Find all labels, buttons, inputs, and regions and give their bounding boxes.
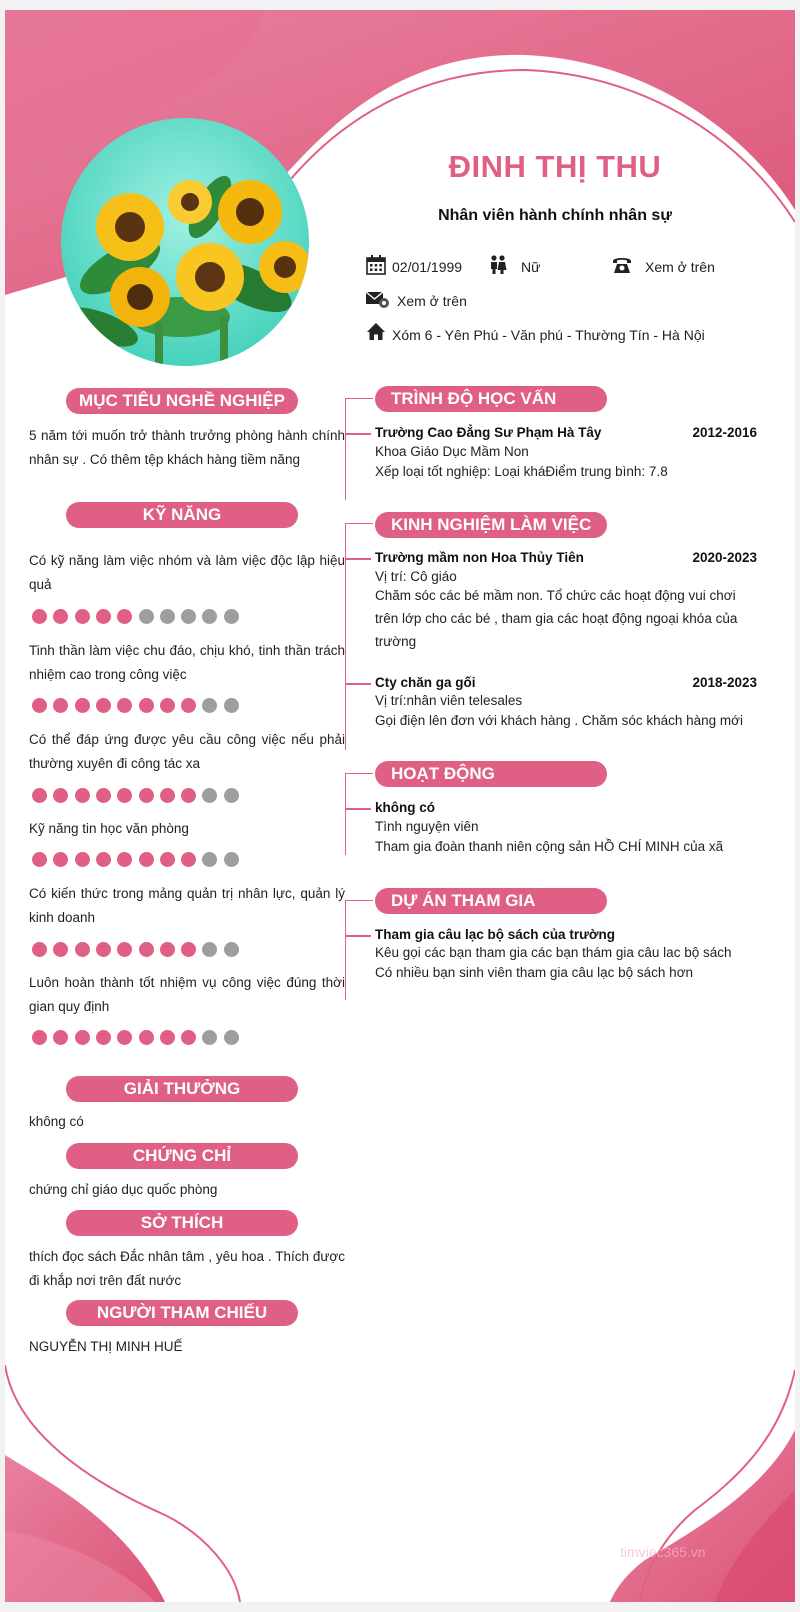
cv-page bbox=[5, 10, 795, 1602]
skill-text: Có kiến thức trong mảng quản trị nhân lực, quản lý kinh doanh bbox=[29, 886, 345, 925]
skill-text: Tinh thần làm việc chu đáo, chịu khó, tinh thần trách nhiệm cao trong công việc bbox=[29, 643, 345, 682]
section-title-projects: DỰ ÁN THAM GIA bbox=[375, 888, 607, 914]
section-title-skills: KỸ NĂNG bbox=[66, 502, 298, 528]
skill-dot-filled bbox=[181, 698, 196, 713]
candidate-position: Nhân viên hành chính nhân sự bbox=[438, 207, 672, 224]
skill-dot-filled bbox=[160, 852, 175, 867]
hobbies-text: thích đọc sách Đắc nhân tâm , yêu hoa . Thích được đi khắp nơi trên đất nước bbox=[29, 1249, 345, 1288]
skill-dot-filled bbox=[181, 942, 196, 957]
skill-dot-empty bbox=[139, 609, 154, 624]
skill-dot-empty bbox=[224, 698, 239, 713]
profile-photo bbox=[60, 117, 310, 367]
skill-dot-filled bbox=[139, 1030, 154, 1045]
timeline-tick bbox=[345, 558, 371, 560]
skill-dot-empty bbox=[224, 609, 239, 624]
section-title-activities: HOẠT ĐỘNG bbox=[375, 761, 607, 787]
skill-dot-empty bbox=[224, 942, 239, 957]
skill-dot-filled bbox=[139, 788, 154, 803]
experience-company: Trường mầm non Hoa Thủy Tiên bbox=[375, 550, 584, 565]
skill-dot-empty bbox=[181, 609, 196, 624]
timeline-tick bbox=[345, 808, 371, 810]
skill-dot-filled bbox=[181, 788, 196, 803]
project-line: Có nhiều bạn sinh viên tham gia câu lạc bộ sách hơn bbox=[375, 965, 694, 980]
skill-text: Có thể đáp ứng được yêu cầu công việc nếu phải thường xuyên đi công tác xa bbox=[29, 732, 345, 771]
section-title-experience: KINH NGHIỆM LÀM VIỆC bbox=[375, 512, 607, 538]
timeline-connector bbox=[345, 900, 373, 901]
timeline-line bbox=[345, 773, 346, 855]
certificates-text: chứng chỉ giáo dục quốc phòng bbox=[29, 1182, 218, 1197]
section-title-education: TRÌNH ĐỘ HỌC VẤN bbox=[375, 386, 607, 412]
skill-dot-filled bbox=[75, 609, 90, 624]
section-title-awards: GIẢI THƯỞNG bbox=[66, 1076, 298, 1102]
skill-dot-filled bbox=[96, 788, 111, 803]
skill-text: Luôn hoàn thành tốt nhiệm vụ công việc đúng thời gian quy định bbox=[29, 975, 345, 1014]
skill-dot-filled bbox=[75, 788, 90, 803]
phone-value: Xem ở trên bbox=[645, 259, 715, 275]
skill-text: Có kỹ năng làm việc nhóm và làm việc độc lập hiệu quả bbox=[29, 553, 345, 592]
section-title-certificates: CHỨNG CHỈ bbox=[66, 1143, 298, 1169]
skill-dot-filled bbox=[139, 942, 154, 957]
skill-dot-filled bbox=[139, 852, 154, 867]
birthday-value: 02/01/1999 bbox=[392, 259, 463, 275]
gender-icon bbox=[488, 255, 508, 275]
experience-years: 2018-2023 bbox=[692, 675, 757, 690]
awards-text: không có bbox=[29, 1114, 84, 1129]
skill-dot-filled bbox=[32, 609, 47, 624]
activity-name: không có bbox=[375, 800, 435, 815]
skill-dot-filled bbox=[139, 698, 154, 713]
email-icon bbox=[366, 289, 390, 309]
skill-dot-empty bbox=[224, 852, 239, 867]
education-grade: Xếp loại tốt nghiệp: Loại kháĐiểm trung bình: 7.8 bbox=[375, 464, 668, 479]
skill-dot-filled bbox=[181, 1030, 196, 1045]
skill-dot-filled bbox=[160, 788, 175, 803]
experience-description: Chăm sóc các bé mầm non. Tổ chức các hoạt động vui chơi trên lớp cho các bé , tham gia các hoạt động ngoại khóa của trường bbox=[375, 588, 738, 649]
skill-dot-filled bbox=[75, 698, 90, 713]
education-years: 2012-2016 bbox=[692, 425, 757, 440]
timeline-tick bbox=[345, 935, 371, 937]
skill-dot-filled bbox=[96, 942, 111, 957]
experience-role: Vị trí: Cô giáo bbox=[375, 569, 457, 584]
skill-dot-filled bbox=[32, 852, 47, 867]
skill-dot-filled bbox=[75, 1030, 90, 1045]
timeline-tick bbox=[345, 683, 371, 685]
watermark: timviec365.vn bbox=[620, 1544, 706, 1560]
reference-text: NGUYỄN THỊ MINH HUẾ bbox=[29, 1339, 183, 1354]
gender-value: Nữ bbox=[521, 259, 541, 275]
experience-company: Cty chăn ga gối bbox=[375, 675, 476, 690]
section-title-hobbies: SỞ THÍCH bbox=[66, 1210, 298, 1236]
skill-dot-empty bbox=[224, 1030, 239, 1045]
skill-dot-filled bbox=[160, 698, 175, 713]
calendar-icon bbox=[366, 255, 386, 275]
home-icon bbox=[366, 322, 386, 342]
skill-dot-filled bbox=[96, 698, 111, 713]
address-value: Xóm 6 - Yên Phú - Văn phú - Thường Tín - Hà Nội bbox=[392, 327, 705, 343]
email-value: Xem ở trên bbox=[397, 293, 467, 309]
skill-dot-filled bbox=[32, 698, 47, 713]
timeline-connector bbox=[345, 398, 373, 399]
activity-description: Tham gia đoàn thanh niên cộng sản HỒ CHÍ MINH của xã bbox=[375, 839, 724, 854]
skill-dot-filled bbox=[96, 609, 111, 624]
skill-dot-filled bbox=[75, 852, 90, 867]
candidate-name: ĐINH THỊ THU bbox=[448, 149, 662, 184]
skill-dot-filled bbox=[75, 942, 90, 957]
experience-description: Gọi điện lên đơn với khách hàng . Chăm sóc khách hàng mới bbox=[375, 713, 744, 728]
section-title-objective: MỤC TIÊU NGHỀ NGHIỆP bbox=[66, 388, 298, 414]
project-name: Tham gia câu lạc bộ sách của trường bbox=[375, 927, 615, 942]
experience-years: 2020-2023 bbox=[692, 550, 757, 565]
skill-dot-filled bbox=[181, 852, 196, 867]
education-school: Trường Cao Đẳng Sư Phạm Hà Tây bbox=[375, 425, 602, 440]
timeline-tick bbox=[345, 433, 371, 435]
section-title-reference: NGƯỜI THAM CHIẾU bbox=[66, 1300, 298, 1326]
skill-dot-empty bbox=[224, 788, 239, 803]
objective-text: 5 năm tới muốn trở thành trưởng phòng hành chính nhân sự . Có thêm tệp khách hàng tiềm năng bbox=[29, 428, 345, 467]
skill-dot-filled bbox=[32, 788, 47, 803]
timeline-connector bbox=[345, 523, 373, 524]
skill-dot-filled bbox=[32, 1030, 47, 1045]
timeline-line bbox=[345, 398, 346, 500]
skill-dot-filled bbox=[32, 942, 47, 957]
skill-dot-filled bbox=[160, 1030, 175, 1045]
education-faculty: Khoa Giáo Dục Mầm Non bbox=[375, 444, 529, 459]
skill-dot-filled bbox=[160, 942, 175, 957]
skill-text: Kỹ năng tin học văn phòng bbox=[29, 821, 189, 836]
timeline-line bbox=[345, 900, 346, 1000]
phone-icon bbox=[612, 255, 632, 275]
skill-dot-filled bbox=[96, 852, 111, 867]
project-line: Kêu gọi các bạn tham gia các bạn thám gia câu lac bộ sách bbox=[375, 945, 732, 960]
skill-dot-empty bbox=[160, 609, 175, 624]
skill-dot-filled bbox=[96, 1030, 111, 1045]
activity-role: Tình nguyện viên bbox=[375, 819, 479, 834]
experience-role: Vị trí:nhân viên telesales bbox=[375, 693, 523, 708]
timeline-connector bbox=[345, 773, 373, 774]
